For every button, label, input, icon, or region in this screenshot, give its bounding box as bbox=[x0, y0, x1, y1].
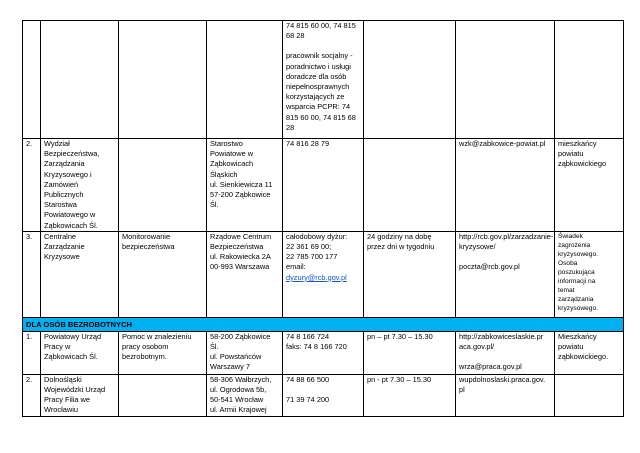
phone-cell: 74 815 60 00, 74 815 68 28 pracownik socjalny - poradnictwo i usługi doradcze dla osób niepełnosprawnych korzystających ze wsparcia PCPR: 74 815 60 00, 74 815 68 28 bbox=[283, 21, 364, 139]
contacts-table bbox=[22, 20, 624, 417]
row-number: 1. bbox=[23, 331, 41, 374]
hours-cell: pn – pt 7.30 – 15.30 bbox=[364, 331, 456, 374]
phone-cell: 74 8 166 724 faks: 74 8 166 720 bbox=[283, 331, 364, 374]
address-cell: Rządowe Centrum Bezpieczeństwa ul. Rakowiecka 2A 00-993 Warszawa bbox=[207, 231, 283, 317]
table-row bbox=[23, 231, 624, 317]
hours-cell: 24 godziny na dobę przez dni w tygodniu bbox=[364, 231, 456, 317]
hours-cell: pn - pt 7.30 – 15.30 bbox=[364, 374, 456, 416]
scope-cell: Pomoc w znalezieniu pracy osobom bezrobotnym. bbox=[119, 331, 207, 374]
phone-cell: 74 88 66 500 71 39 74 200 bbox=[283, 374, 364, 416]
phone-cell: całodobowy dyżur: 22 361 69 00; 22 785 700 177 email: dyzury@rcb.gov.pl bbox=[283, 231, 364, 317]
web-cell[interactable]: http://zabkowiceslaskie.pr aca.gov.pl/ wrza@praca.gov.pl bbox=[456, 331, 555, 374]
address-cell: 58-200 Ząbkowice Śl. ul. Powstańców Warszawy 7 bbox=[207, 331, 283, 374]
section-title: DLA OSÓB BEZROBOTNYCH bbox=[23, 317, 624, 331]
phone-cell: 74 816 28 79 bbox=[283, 139, 364, 232]
row-number: 3. bbox=[23, 231, 41, 317]
table-row bbox=[23, 21, 624, 139]
table-row bbox=[23, 374, 624, 416]
section-header bbox=[23, 317, 624, 331]
row-number: 2. bbox=[23, 139, 41, 232]
email-link[interactable]: dyzury@rcb.gov.pl bbox=[286, 272, 347, 282]
target-cell bbox=[555, 374, 624, 416]
target-cell: mieszkańcy powiatu ząbkowickiego bbox=[555, 139, 624, 232]
institution-name: Dolnośląski Wojewódzki Urząd Pracy Filia we Wrocławiu bbox=[41, 374, 119, 416]
institution-name: Powiatowy Urząd Pracy w Ząbkowicach Śl. bbox=[41, 331, 119, 374]
target-cell: Świadek zagrożenia kryzysowego. Osoba poszukująca informacji na temat zarządzania kryzysowego. bbox=[555, 231, 624, 317]
web-cell[interactable]: wzk@zabkowice-powiat.pl bbox=[456, 139, 555, 232]
address-cell: Starostwo Powiatowe w Ząbkowicach Śląskich ul. Sienkiewicza 11 57-200 Ząbkowice Śl. bbox=[207, 139, 283, 232]
hours-cell bbox=[364, 139, 456, 232]
address-cell: 58-306 Wałbrzych, ul. Ogrodowa 5b, 50-541 Wrocław ul. Armii Krajowej bbox=[207, 374, 283, 416]
table-row bbox=[23, 331, 624, 374]
table-row bbox=[23, 139, 624, 232]
web-cell[interactable]: http://rcb.gov.pl/zarzadzanie- kryzysowe/ poczta@rcb.gov.pl bbox=[456, 231, 555, 317]
row-number: 2. bbox=[23, 374, 41, 416]
scope-cell: Monitorowanie bezpieczeństwa bbox=[119, 231, 207, 317]
scope-cell bbox=[119, 374, 207, 416]
institution-name: Centralne Zarządzanie Kryzysowe bbox=[41, 231, 119, 317]
target-cell: Mieszkańcy powiatu ząbkowickiego. bbox=[555, 331, 624, 374]
institution-name: Wydział Bezpieczeństwa, Zarządzania Kryzysowego i Zamówień Publicznych Starostwa Powiatowego w Ząbkowicach Śl. bbox=[41, 139, 119, 232]
scope-cell bbox=[119, 139, 207, 232]
web-cell[interactable]: wupdolnoslaski.praca.gov. pl bbox=[456, 374, 555, 416]
